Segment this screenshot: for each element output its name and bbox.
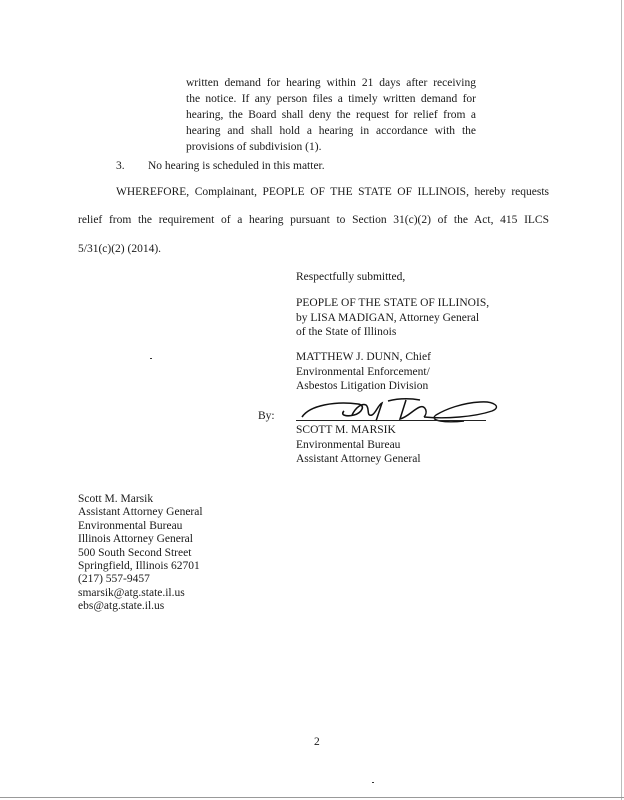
contact-block [78,493,203,614]
party-line-3: of the State of Illinois [296,326,397,338]
chief-line-3: Asbestos Litigation Division [296,380,429,392]
item-3-text: No hearing is scheduled in this matter. [148,160,325,172]
contact-line-7: (217) 557-9457 [78,573,150,586]
signer-block [296,423,421,467]
contact-line-5: 500 South Second Street [78,546,192,559]
signer-line-2: Environmental Bureau [296,438,401,451]
quote-line-2: the notice. If any person files a timely written demand for [186,93,476,105]
chief-line-1: MATTHEW J. DUNN, Chief [296,351,431,363]
contact-line-1: Scott M. Marsik [78,493,154,505]
chief-block [296,350,431,394]
page-number: 2 [314,736,320,748]
contact-line-4: Illinois Attorney General [78,533,193,546]
wherefore-line-2: relief from the requirement of a hearing pursuant to Section 31(c)(2) of the Act, 415 ILCS [78,214,549,226]
by-label: By: [258,410,275,422]
signer-line-1: SCOTT M. MARSIK [296,424,396,436]
scan-speck [150,358,152,359]
party-line-1: PEOPLE OF THE STATE OF ILLINOIS, [296,297,490,309]
closing: Respectfully submitted, [296,271,406,283]
contact-line-9: ebs@atg.state.il.us [78,600,165,613]
contact-line-8: smarsik@atg.state.il.us [78,586,185,599]
chief-line-2: Environmental Enforcement/ [296,365,430,378]
wherefore-line-1: WHEREFORE, Complainant, PEOPLE OF THE STATE OF ILLINOIS, hereby requests [116,186,549,198]
item-3-number: 3. [116,160,125,172]
contact-line-2: Assistant Attorney General [78,506,203,519]
quote-line-3: hearing, the Board shall deny the request for relief from a [186,109,476,121]
quote-line-4: hearing and shall hold a hearing in accordance with the [186,125,476,137]
signature-line [296,420,486,421]
party-block [296,296,489,340]
wherefore-line-3: 5/31(c)(2) (2014). [78,243,162,255]
quote-line-5: provisions of subdivision (1). [186,141,322,153]
quote-line-1: written demand for hearing within 21 days after receiving [186,77,476,89]
contact-line-6: Springfield, Illinois 62701 [78,560,200,573]
contact-line-3: Environmental Bureau [78,519,183,532]
scan-speck-bottom [372,782,374,783]
party-line-2: by LISA MADIGAN, Attorney General [296,311,480,324]
signer-line-3: Assistant Attorney General [296,453,421,465]
scan-edge-right [621,0,622,800]
scan-edge-bottom [0,797,624,798]
